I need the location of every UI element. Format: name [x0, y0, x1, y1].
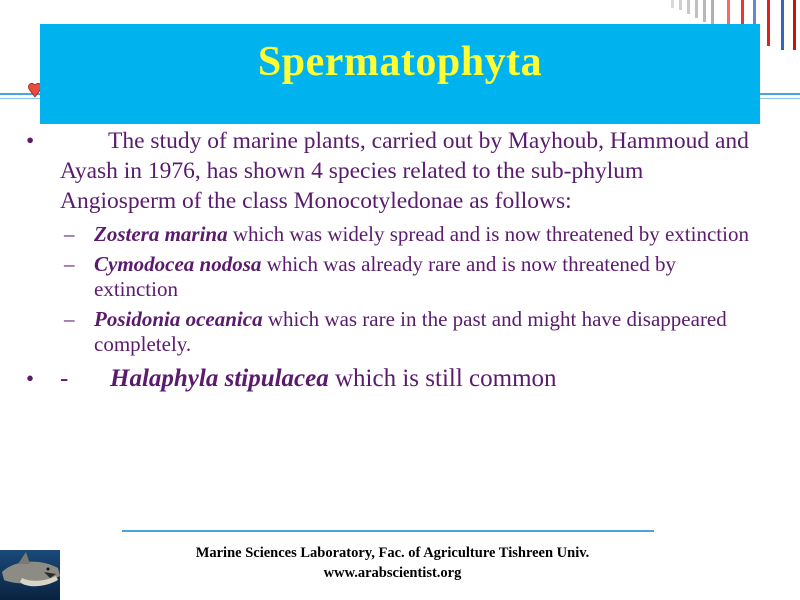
species-description: which was already rare and is now threatened by extinction [94, 252, 676, 301]
footer [120, 543, 665, 583]
species-list [64, 222, 756, 357]
species-description: which was widely spread and is now threatened by extinction [227, 222, 749, 246]
footer-rule [122, 530, 654, 532]
footer-website: www.arabscientist.org [323, 565, 462, 581]
dash-marker: - [60, 365, 69, 392]
last-bullet [26, 362, 756, 396]
list-item [64, 252, 756, 302]
bullet-marker: • [26, 366, 35, 391]
species-name: Halaphyla stipulacea [110, 365, 329, 392]
species-name: Zostera marina [94, 222, 228, 246]
shark-image [0, 550, 60, 600]
title-banner [40, 24, 760, 124]
slide-content [26, 126, 756, 396]
bullet-marker: • [26, 128, 35, 154]
species-name: Cymodocea nodosa [94, 252, 262, 276]
species-description: which was rare in the past and might have disappeared completely. [94, 307, 727, 356]
intro-paragraph [26, 126, 756, 216]
dash-marker: – [64, 307, 75, 331]
list-item [64, 222, 756, 247]
slide-title: Spermatophyta [257, 39, 543, 85]
species-name: Posidonia oceanica [94, 307, 263, 331]
dash-marker: – [64, 222, 75, 246]
footer-affiliation: Marine Sciences Laboratory, Fac. of Agriculture Tishreen Univ. [195, 545, 590, 561]
intro-text: The study of marine plants, carried out by Mayhoub, Hammoud and Ayash in 1976, has shown 4 species related to the sub-phylum Angiosperm of the class Monocotyledonae as follows: [60, 128, 749, 214]
species-description: which is still common [328, 365, 557, 392]
dash-marker: – [64, 252, 75, 276]
list-item [64, 307, 756, 357]
